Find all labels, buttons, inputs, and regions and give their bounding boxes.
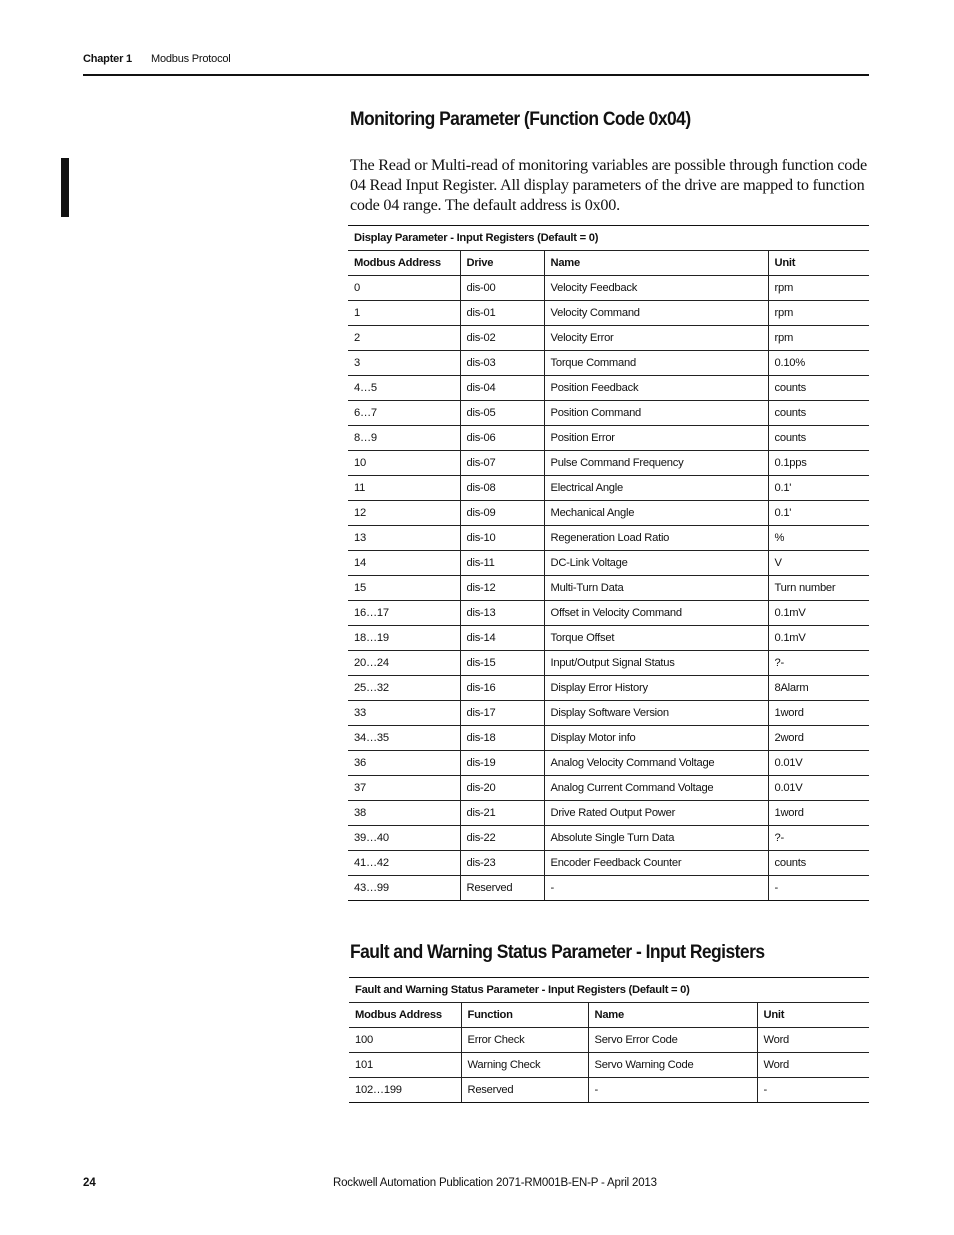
table-cell: dis-13	[460, 601, 544, 626]
table-cell: dis-21	[460, 801, 544, 826]
table-cell: Absolute Single Turn Data	[544, 826, 768, 851]
table-row	[348, 701, 869, 726]
table-cell: Velocity Error	[544, 326, 768, 351]
table-row	[348, 276, 869, 301]
table-cell: Word	[757, 1028, 869, 1053]
table-cell: 15	[348, 576, 460, 601]
table-cell: Torque Command	[544, 351, 768, 376]
table-row	[348, 876, 869, 901]
chapter-topic: Modbus Protocol	[151, 53, 231, 65]
table-cell: Analog Velocity Command Voltage	[544, 751, 768, 776]
table-cell: dis-05	[460, 401, 544, 426]
table-row	[348, 601, 869, 626]
table-cell: -	[768, 876, 869, 901]
table-cell: Position Error	[544, 426, 768, 451]
table-row	[348, 576, 869, 601]
table-cell: Warning Check	[461, 1053, 588, 1078]
column-header: Drive	[460, 251, 544, 276]
table-cell: Pulse Command Frequency	[544, 451, 768, 476]
table-body	[349, 1028, 869, 1103]
table-header-row	[349, 1003, 869, 1028]
page-number: 24	[83, 1177, 96, 1189]
table-header-row	[348, 251, 869, 276]
table-row	[348, 301, 869, 326]
column-header: Unit	[757, 1003, 869, 1028]
table-cell: 18…19	[348, 626, 460, 651]
table-cell: counts	[768, 426, 869, 451]
table-cell: dis-14	[460, 626, 544, 651]
table-row	[348, 501, 869, 526]
table-cell: 8Alarm	[768, 676, 869, 701]
table-cell: dis-18	[460, 726, 544, 751]
table-cell: Error Check	[461, 1028, 588, 1053]
table-cell: 12	[348, 501, 460, 526]
table-cell: 102…199	[349, 1078, 461, 1103]
table-cell: 3	[348, 351, 460, 376]
table-row	[348, 826, 869, 851]
table-cell: dis-00	[460, 276, 544, 301]
table-cell: Display Software Version	[544, 701, 768, 726]
table-body	[348, 276, 869, 901]
table-cell: dis-08	[460, 476, 544, 501]
table-cell: 0.1mV	[768, 626, 869, 651]
table-row	[348, 676, 869, 701]
table-cell: Mechanical Angle	[544, 501, 768, 526]
table-row	[348, 751, 869, 776]
table-cell: 1word	[768, 801, 869, 826]
table-cell: 20…24	[348, 651, 460, 676]
table-cell: dis-07	[460, 451, 544, 476]
column-header: Modbus Address	[349, 1003, 461, 1028]
table-row	[348, 376, 869, 401]
table-cell: 39…40	[348, 826, 460, 851]
table-row	[348, 351, 869, 376]
table-row	[348, 326, 869, 351]
table-cell: Multi-Turn Data	[544, 576, 768, 601]
column-header: Modbus Address	[348, 251, 460, 276]
table-cell: 0.10%	[768, 351, 869, 376]
column-header: Unit	[768, 251, 869, 276]
fault-warning-table	[349, 977, 869, 1103]
table-cell: dis-09	[460, 501, 544, 526]
table-cell: 41…42	[348, 851, 460, 876]
table-cell: 0.01V	[768, 776, 869, 801]
table-cell: 100	[349, 1028, 461, 1053]
section-heading-monitoring: Monitoring Parameter (Function Code 0x04)	[350, 109, 691, 130]
table-cell: Position Command	[544, 401, 768, 426]
table-row	[348, 651, 869, 676]
table-cell: ?-	[768, 651, 869, 676]
table-cell: Reserved	[461, 1078, 588, 1103]
table-row	[348, 451, 869, 476]
table-cell: Input/Output Signal Status	[544, 651, 768, 676]
table-cell: Analog Current Command Voltage	[544, 776, 768, 801]
table-cell: 43…99	[348, 876, 460, 901]
table-cell: 1word	[768, 701, 869, 726]
table-cell: Drive Rated Output Power	[544, 801, 768, 826]
table-title: Fault and Warning Status Parameter - Input Registers (Default = 0)	[349, 978, 869, 1003]
table-row	[348, 401, 869, 426]
table-cell: Encoder Feedback Counter	[544, 851, 768, 876]
table-cell: Velocity Command	[544, 301, 768, 326]
table-cell: DC-Link Voltage	[544, 551, 768, 576]
table-cell: 4…5	[348, 376, 460, 401]
table-cell: Word	[757, 1053, 869, 1078]
table-cell: Display Error History	[544, 676, 768, 701]
header-rule	[83, 74, 869, 76]
table-cell: 6…7	[348, 401, 460, 426]
table-cell: 13	[348, 526, 460, 551]
table-cell: 0	[348, 276, 460, 301]
column-header: Name	[544, 251, 768, 276]
table-cell: Turn number	[768, 576, 869, 601]
table-cell: 14	[348, 551, 460, 576]
table-row	[349, 1053, 869, 1078]
table-cell: -	[544, 876, 768, 901]
table-cell: 2	[348, 326, 460, 351]
change-bar	[61, 158, 69, 217]
table-cell: Servo Warning Code	[588, 1053, 757, 1078]
table-row	[348, 526, 869, 551]
table-cell: dis-15	[460, 651, 544, 676]
table-cell: dis-02	[460, 326, 544, 351]
table-cell: Torque Offset	[544, 626, 768, 651]
table-cell: counts	[768, 851, 869, 876]
table-cell: 10	[348, 451, 460, 476]
table-cell: Offset in Velocity Command	[544, 601, 768, 626]
table-cell: Display Motor info	[544, 726, 768, 751]
section-heading-fault-warning: Fault and Warning Status Parameter - Input Registers	[350, 942, 765, 963]
table-cell: 8…9	[348, 426, 460, 451]
table-cell: counts	[768, 376, 869, 401]
table-title: Display Parameter - Input Registers (Default = 0)	[348, 226, 869, 251]
table-cell: 25…32	[348, 676, 460, 701]
table-cell: dis-16	[460, 676, 544, 701]
table-cell: ?-	[768, 826, 869, 851]
table-row	[349, 1028, 869, 1053]
column-header: Function	[461, 1003, 588, 1028]
table-row	[348, 776, 869, 801]
table-cell: dis-10	[460, 526, 544, 551]
table-cell: dis-23	[460, 851, 544, 876]
table-cell: rpm	[768, 326, 869, 351]
table-cell: %	[768, 526, 869, 551]
table-cell: 0.1pps	[768, 451, 869, 476]
table-cell: Velocity Feedback	[544, 276, 768, 301]
table-row	[348, 726, 869, 751]
table-row	[349, 1078, 869, 1103]
table-cell: dis-04	[460, 376, 544, 401]
table-cell: dis-06	[460, 426, 544, 451]
table-cell: Electrical Angle	[544, 476, 768, 501]
table-cell: dis-12	[460, 576, 544, 601]
table-cell: 33	[348, 701, 460, 726]
table-cell: dis-22	[460, 826, 544, 851]
publication-footer: Rockwell Automation Publication 2071-RM001B-EN-P - April 2013	[333, 1177, 657, 1189]
table-cell: 0.01V	[768, 751, 869, 776]
column-header: Name	[588, 1003, 757, 1028]
table-cell: dis-03	[460, 351, 544, 376]
table-cell: counts	[768, 401, 869, 426]
table-cell: 0.1'	[768, 501, 869, 526]
table-cell: rpm	[768, 301, 869, 326]
table-cell: 11	[348, 476, 460, 501]
table-cell: dis-01	[460, 301, 544, 326]
table-cell: 0.1'	[768, 476, 869, 501]
table-cell: Regeneration Load Ratio	[544, 526, 768, 551]
table-row	[348, 426, 869, 451]
table-cell: 16…17	[348, 601, 460, 626]
table-cell: -	[588, 1078, 757, 1103]
table-cell: 0.1mV	[768, 601, 869, 626]
table-cell: 37	[348, 776, 460, 801]
table-cell: 38	[348, 801, 460, 826]
table-row	[348, 851, 869, 876]
intro-paragraph: The Read or Multi-read of monitoring variables are possible through function code 04 Read Input Register. All display parameters of the drive are mapped to function code 04 range. The default address is 0x00.	[350, 156, 867, 214]
table-cell: -	[757, 1078, 869, 1103]
table-title-row	[349, 978, 869, 1003]
table-row	[348, 801, 869, 826]
table-cell: rpm	[768, 276, 869, 301]
table-row	[348, 476, 869, 501]
table-cell: Position Feedback	[544, 376, 768, 401]
table-cell: dis-19	[460, 751, 544, 776]
table-cell: Reserved	[460, 876, 544, 901]
table-cell: 1	[348, 301, 460, 326]
display-parameter-table	[348, 225, 869, 901]
chapter-label: Chapter 1	[83, 53, 132, 65]
table-title-row	[348, 226, 869, 251]
table-cell: 2word	[768, 726, 869, 751]
page-header	[83, 53, 869, 75]
table-cell: 34…35	[348, 726, 460, 751]
table-cell: dis-17	[460, 701, 544, 726]
table-cell: dis-20	[460, 776, 544, 801]
table-cell: 36	[348, 751, 460, 776]
table-row	[348, 551, 869, 576]
table-cell: 101	[349, 1053, 461, 1078]
table-cell: V	[768, 551, 869, 576]
table-cell: dis-11	[460, 551, 544, 576]
table-cell: Servo Error Code	[588, 1028, 757, 1053]
table-row	[348, 626, 869, 651]
